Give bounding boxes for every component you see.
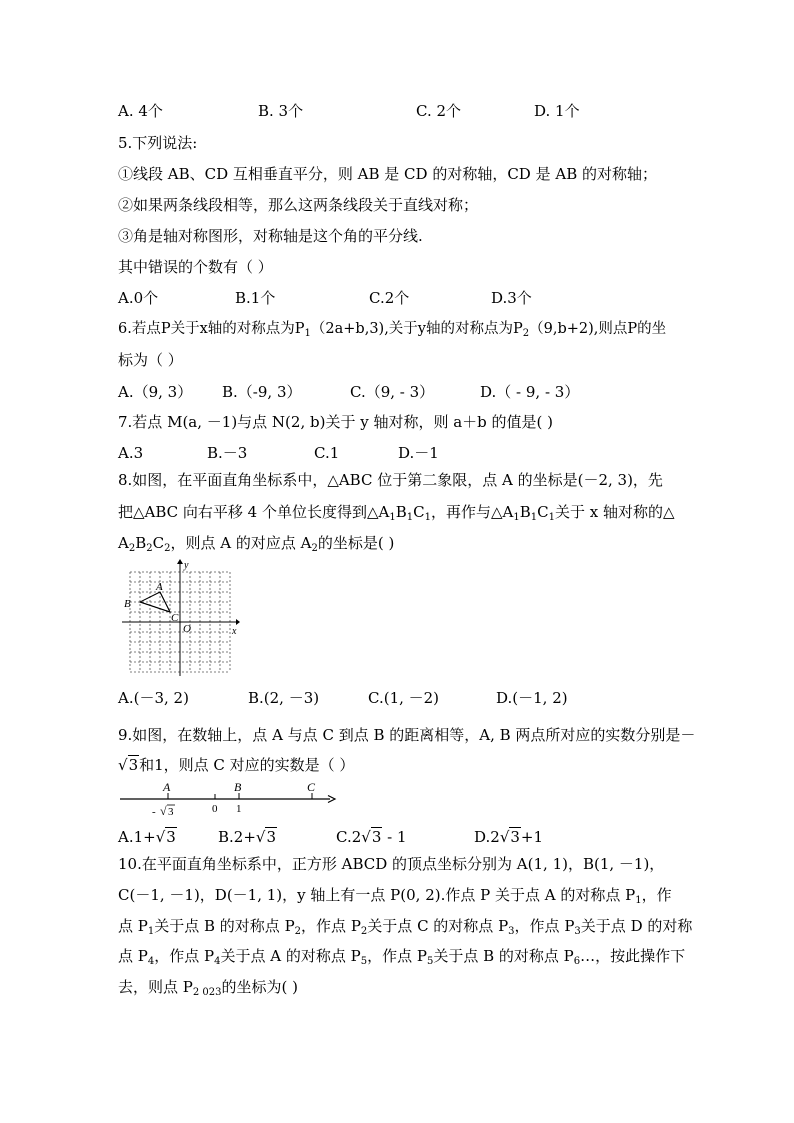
origin-label: O xyxy=(183,623,191,635)
point-a-label: A xyxy=(156,581,163,593)
q5-option-c: C.2个 xyxy=(369,289,410,307)
q9-option-d: D.2√3+1 xyxy=(474,828,544,846)
q7-option-a: A.3 xyxy=(118,444,144,462)
x-axis-arrow xyxy=(236,619,240,625)
point-a-label: A xyxy=(163,780,171,794)
q6-option-b: B.（-9, 3） xyxy=(222,383,302,401)
point-b-label: B xyxy=(124,598,131,610)
q6-line-1: 6.若点P关于x轴的对称点为$P_1(2a+b,3)$,关于y轴的对称点为$P_2(9,b+2)$,则点P的坐 xyxy=(118,321,667,339)
q10-line-1: 10.在平面直角坐标系中，正方形 ABCD 的顶点坐标分别为 A(1, 1)，B(1, －1)， xyxy=(118,855,665,873)
q4-option-d: D. 1个 xyxy=(534,102,580,120)
q10-line-4: 点 $P_4$，作点 $P_4$关于点 A 的对称点 $P_5$，作点 $P_5$关于点 B 的对称点 $P_6\dots$，按此操作下 xyxy=(118,947,686,967)
q6-option-a: A.（9, 3） xyxy=(118,383,193,401)
q5-option-a: A.0个 xyxy=(118,289,159,307)
y-axis-label: y xyxy=(184,560,189,571)
point-c-label: C xyxy=(171,612,179,624)
a-value-label: - xyxy=(152,806,156,818)
q10-line-3: 点 $P_1$关于点 B 的对称点 $P_2$，作点 $P_2$关于点 C 的对称点 $P_3$，作点 $P_3$关于点 D 的对称 xyxy=(118,917,693,937)
q5-option-b: B.1个 xyxy=(235,289,276,307)
q9-line-2: √3和1，则点 C 对应的实数是（ ） xyxy=(118,756,355,774)
q9-number-line xyxy=(118,777,338,823)
q9-line-1: 9.如图，在数轴上，点 A 与点 C 到点 B 的距离相等，A, B 两点所对应的实数分别是－ xyxy=(118,726,696,744)
a-value-radicand: 3 xyxy=(168,806,174,818)
q8-option-c: C.(1, －2) xyxy=(368,689,440,707)
y-axis-arrow xyxy=(177,559,183,564)
q7-option-c: C.1 xyxy=(314,444,340,462)
q5-statement-3: ③角是轴对称图形，对称轴是这个角的平分线. xyxy=(118,227,423,245)
q5-option-d: D.3个 xyxy=(491,289,532,307)
q7-option-d: D.－1 xyxy=(398,444,439,462)
q7-option-b: B.－3 xyxy=(207,444,248,462)
q8-line-2: 把△ABC 向右平移 4 个单位长度得到$\triangle A_1B_1C_1$，再作与$\triangle A_1B_1C_1$关于 x 轴对称的△ xyxy=(118,503,675,523)
q5-question: 其中错误的个数有（ ） xyxy=(118,258,273,276)
q8-option-a: A.(－3, 2) xyxy=(118,689,189,707)
x-axis-label: x xyxy=(232,626,237,637)
sqrt-3: √3 xyxy=(118,756,139,774)
q9-option-c: C.2√3 - 1 xyxy=(336,828,407,846)
q6-option-c: C.（9, - 3） xyxy=(350,383,435,401)
q8-line-3: $A_2B_2C_2$，则点 A 的对应点 $A_2$的坐标是( ) xyxy=(118,534,395,554)
zero-label: 0 xyxy=(212,803,218,815)
point-c-label: C xyxy=(307,780,316,794)
q7-stem: 7.若点 M(a, －1)与点 N(2, b)关于 y 轴对称，则 a＋b 的值是( ) xyxy=(118,413,554,431)
q4-option-a: A. 4个 xyxy=(118,102,163,120)
q10-line-5: 去，则点 $P_{2 023}$的坐标为( ) xyxy=(118,978,298,998)
q10-line-2: C(－1, －1)，D(－1, 1)，y 轴上有一点 P(0, 2).作点 P 关于点 A 的对称点 $P_1$，作 xyxy=(118,886,672,906)
q5-statement-1: ①线段 AB、CD 互相垂直平分，则 AB 是 CD 的对称轴，CD 是 AB 的对称轴； xyxy=(118,165,657,183)
svg-text:√: √ xyxy=(160,804,167,818)
q8-line-1: 8.如图，在平面直角坐标系中，△ABC 位于第二象限，点 A 的坐标是(－2, 3)，先 xyxy=(118,471,663,489)
q9-option-b: B.2+√3 xyxy=(218,828,277,846)
q8-coordinate-figure xyxy=(118,560,243,675)
q4-option-b: B. 3个 xyxy=(258,102,304,120)
q4-option-c: C. 2个 xyxy=(416,102,462,120)
one-label: 1 xyxy=(236,803,242,815)
q5-stem: 5.下列说法: xyxy=(118,134,198,152)
q9-option-a: A.1+√3 xyxy=(118,828,176,846)
q6-line-2: 标为（ ） xyxy=(118,351,183,369)
point-b-label: B xyxy=(234,780,242,794)
q8-option-d: D.(－1, 2) xyxy=(496,689,568,707)
q5-statement-2: ②如果两条线段相等，那么这两条线段关于直线对称； xyxy=(118,196,479,214)
q6-option-d: D.（ - 9, - 3） xyxy=(480,383,580,401)
q8-option-b: B.(2, －3) xyxy=(248,689,320,707)
